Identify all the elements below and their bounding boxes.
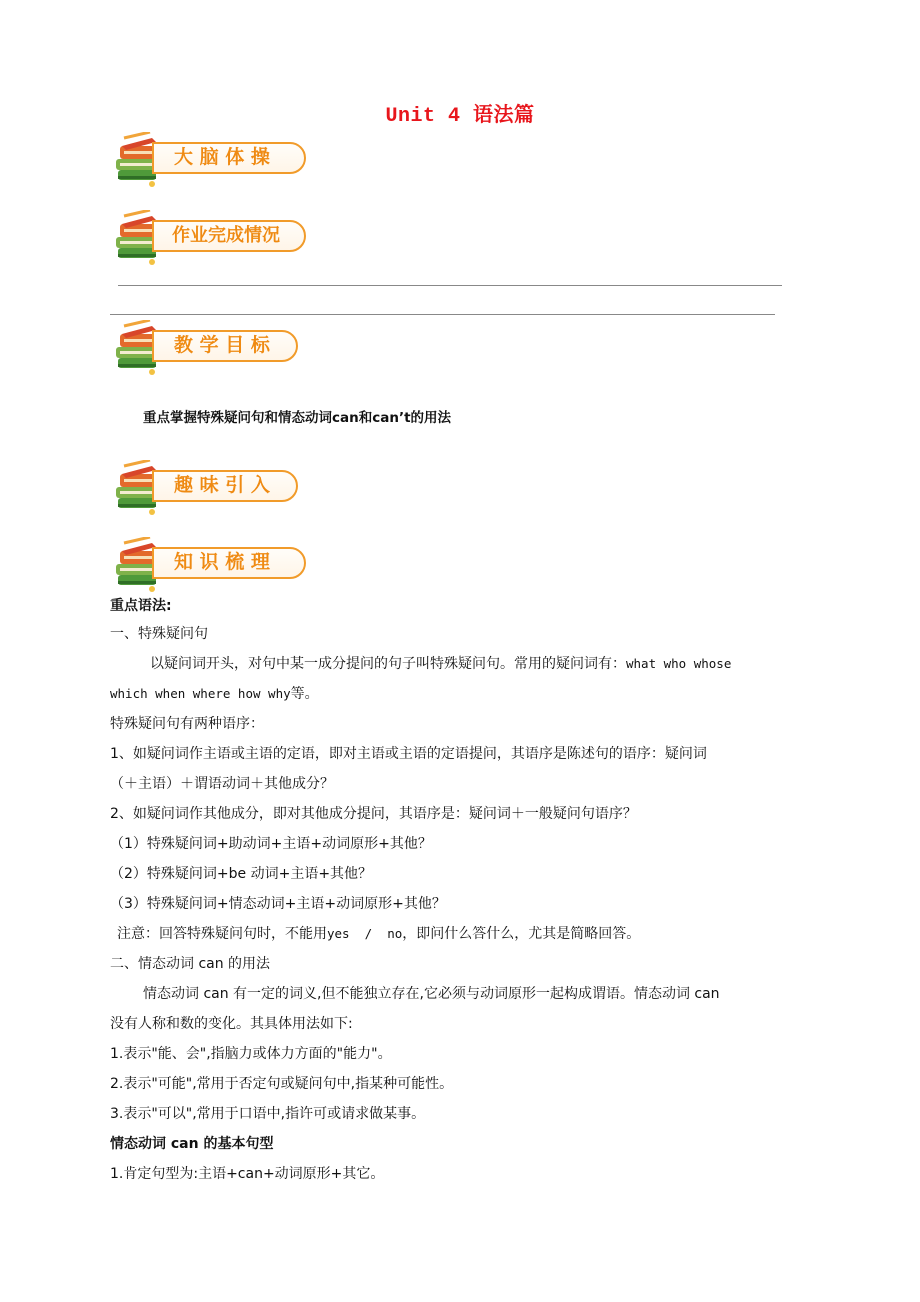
question-words: which when where how why [110, 686, 291, 701]
list-item: 1.肯定句型为:主语+can+动词原形+其它。 [110, 1166, 385, 1182]
section-brain-exercise [112, 132, 312, 190]
section-teaching-goals [112, 320, 312, 378]
teaching-objective: 重点掌握特殊疑问句和情态动词can和can’t的用法 [143, 410, 452, 426]
grammar-heading: 重点语法: [110, 598, 172, 614]
section-label: 大 脑 体 操 [152, 142, 306, 174]
section-fun-intro [112, 460, 312, 518]
list-item: （1）特殊疑问词+助动词+主语+动词原形+其他？ [110, 836, 432, 852]
note [117, 924, 837, 944]
paragraph: 2、如疑问词作其他成分，即对其他成分提问，其语序是：疑问词＋一般疑问句语序？ [110, 806, 637, 822]
section-label: 作业完成情况 [152, 220, 306, 252]
answer-line [110, 314, 775, 315]
part-title: 一、特殊疑问句 [110, 626, 208, 642]
list-item: 3.表示"可以",常用于口语中,指许可或请求做某事。 [110, 1106, 426, 1122]
list-item: （3）特殊疑问词+情态动词+主语+动词原形+其他？ [110, 896, 446, 912]
list-item: 1.表示"能、会",指脑力或体力方面的"能力"。 [110, 1046, 392, 1062]
answer-words: yes / no [327, 926, 403, 941]
page-title: Unit 4 语法篇 [385, 105, 535, 128]
part-title: 二、情态动词 can 的用法 [110, 956, 271, 972]
text: ，即问什么答什么，尤其是简略回答。 [402, 926, 641, 942]
paragraph: （＋主语）＋谓语动词＋其他成分？ [110, 776, 334, 792]
paragraph [110, 684, 830, 704]
paragraph: 没有人称和数的变化。其具体用法如下: [110, 1016, 353, 1032]
section-knowledge [112, 537, 312, 595]
section-homework [112, 210, 312, 268]
section-label: 趣 味 引 入 [152, 470, 298, 502]
list-item: 2.表示"可能",常用于否定句或疑问句中,指某种可能性。 [110, 1076, 454, 1092]
paragraph [150, 654, 870, 674]
text: 以疑问词开头，对句中某一成分提问的句子叫特殊疑问句。常用的疑问词有： [150, 656, 626, 672]
paragraph: 情态动词 can 有一定的词义,但不能独立存在,它必须与动词原形一起构成谓语。情态动词 can [143, 986, 720, 1002]
section-label: 知 识 梳 理 [152, 547, 306, 579]
paragraph: 1、如疑问词作主语或主语的定语，即对主语或主语的定语提问，其语序是陈述句的语序：疑问词 [110, 746, 707, 762]
text: 等。 [290, 686, 319, 702]
section-label: 教 学 目 标 [152, 330, 298, 362]
answer-line [118, 285, 782, 286]
list-item: （2）特殊疑问词+be 动词+主语+其他？ [110, 866, 373, 882]
subheading: 情态动词 can 的基本句型 [110, 1136, 274, 1152]
paragraph: 特殊疑问句有两种语序： [110, 716, 264, 732]
text: 注意：回答特殊疑问句时，不能用 [117, 926, 327, 942]
question-words: what who whose [626, 656, 732, 671]
